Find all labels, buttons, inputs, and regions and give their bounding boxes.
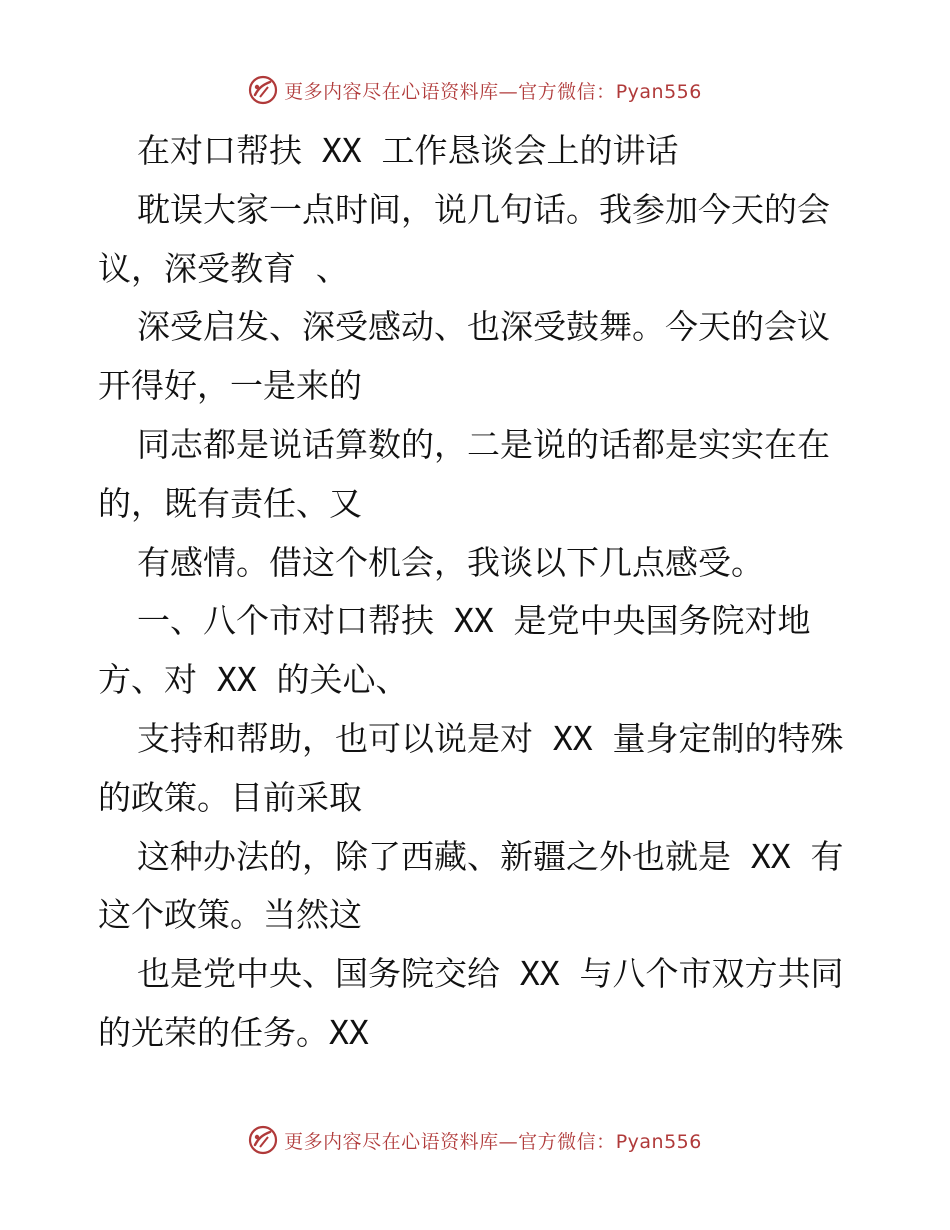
paragraph-line: 也是党中央、国务院交给 XX 与八个市双方共同 (137, 954, 844, 994)
header-banner-text (284, 77, 702, 104)
document-body (98, 122, 858, 1063)
paragraph-line: 有感情。借这个机会，我谈以下几点感受。 (137, 542, 764, 582)
paragraph-line: 的，既有责任、又 (98, 483, 362, 523)
header-wechat-id: Pyan556 (615, 80, 702, 103)
header-dash: — (498, 80, 519, 103)
hand-writing-logo-icon (248, 1125, 278, 1155)
paragraph-line: 深受启发、深受感动、也深受鼓舞。今天的会议 (137, 307, 830, 347)
paragraph-line: 支持和帮助，也可以说是对 XX 量身定制的特殊 (137, 718, 844, 758)
paragraph-line: 这种办法的，除了西藏、新疆之外也就是 XX 有 (137, 836, 844, 876)
paragraph-line: 耽误大家一点时间，说几句话。我参加今天的会 (137, 189, 830, 229)
header-banner (0, 70, 950, 110)
footer-banner-text (284, 1127, 702, 1154)
paragraph-line: 的政策。目前采取 (98, 777, 362, 817)
header-wechat-label: 官方微信： (518, 80, 616, 103)
paragraph-line: 这个政策。当然这 (98, 895, 362, 935)
paragraph-line: 开得好，一是来的 (98, 366, 362, 406)
document-title: 在对口帮扶 XX 工作恳谈会上的讲话 (137, 131, 679, 170)
footer-dash: — (498, 1130, 519, 1153)
footer-wechat-id: Pyan556 (615, 1130, 702, 1153)
paragraph-line: 议，深受教育 、 (98, 248, 349, 288)
hand-writing-logo-icon (248, 75, 278, 105)
footer-banner (0, 1120, 950, 1160)
paragraph-line: 的光荣的任务。XX (98, 1012, 369, 1052)
paragraph-line: 方、对 XX 的关心、 (98, 660, 409, 700)
paragraph-line: 同志都是说话算数的，二是说的话都是实实在在 (137, 424, 830, 464)
header-site-text: 更多内容尽在心语资料库 (284, 80, 499, 103)
footer-wechat-label: 官方微信： (518, 1130, 616, 1153)
footer-site-text: 更多内容尽在心语资料库 (284, 1130, 499, 1153)
paragraph-line: 一、八个市对口帮扶 XX 是党中央国务院对地 (137, 601, 811, 641)
